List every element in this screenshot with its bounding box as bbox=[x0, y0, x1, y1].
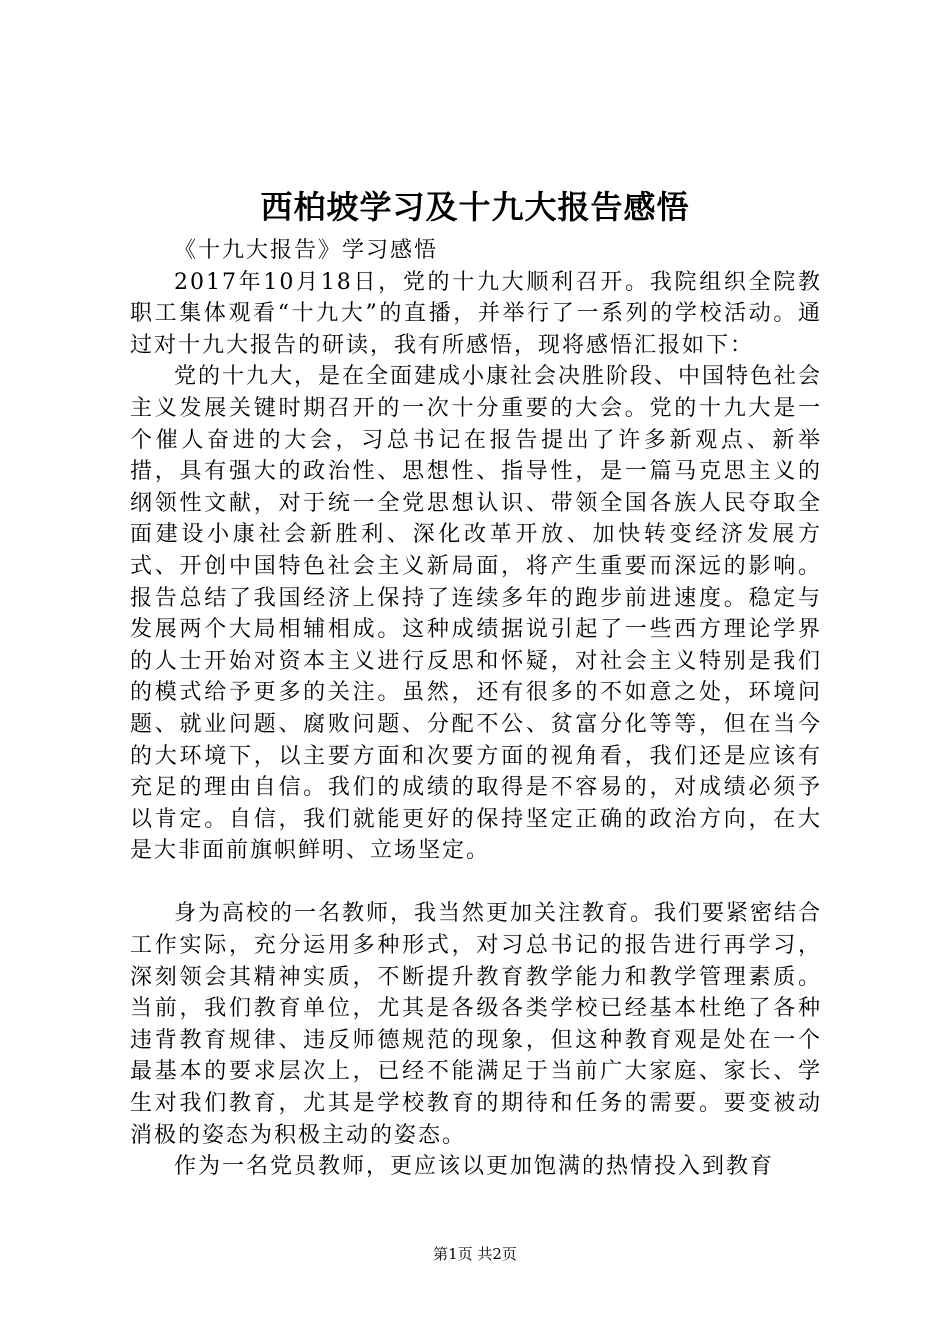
body-paragraph: 2017年10月18日，党的十九大顺利召开。我院组织全院教职工集体观看“十九大”的直播，并举行了一系列的学校活动。通过对十九大报告的研读，我有所感悟，现将感悟汇报如下： bbox=[130, 269, 822, 358]
body-paragraph: 党的十九大，是在全面建成小康社会决胜阶段、中国特色社会主义发展关键时期召开的一次十分重要的大会。党的十九大是一个催人奋进的大会，习总书记在报告提出了许多新观点、新举措，具有强大的政治性、思想性、指导性，是一篇马克思主义的纲领性文献，对于统一全党思想认识、带领全国各族人民夺取全面建设小康社会新胜利、深化改革开放、加快转变经济发展方式、开创中国特色社会主义新局面，将产生重要而深远的影响。报告总结了我国经济上保持了连续多年的跑步前进速度。稳定与发展两个大局相辅相成。这种成绩据说引起了一些西方理论学界的人士开始对资本主义进行反思和怀疑，对社会主义特别是我们的模式给予更多的关注。虽然，还有很多的不如意之处，环境问题、就业问题、腐败问题、分配不公、贫富分化等等，但在当今的大环境下，以主要方面和次要方面的视角看，我们还是应该有充足的理由自信。我们的成绩的取得是不容易的，对成绩必须予以肯定。自信，我们就能更好的保持坚定正确的政治方向，在大是大非面前旗帜鲜明、立场坚定。 bbox=[130, 364, 823, 864]
page-footer: 第1页 共2页 bbox=[433, 1245, 517, 1263]
paragraph-spacer bbox=[130, 867, 822, 899]
document-title: 西柏坡学习及十九大报告感悟 bbox=[260, 188, 690, 226]
body-paragraph: 身为高校的一名教师，我当然更加关注教育。我们要紧密结合工作实际，充分运用多种形式，对习总书记的报告进行再学习，深刻领会其精神实质，不断提升教育教学能力和教学管理素质。当前，我们教育单位，尤其是各级各类学校已经基本杜绝了各种违背教育规律、违反师德规范的现象，但这种教育观是处在一个最基本的要求层次上，已经不能满足于当前广大家庭、家长、学生对我们教育，尤其是学校教育的期待和任务的需要。要变被动消极的姿态为积极主动的姿态。 bbox=[130, 901, 823, 1148]
body-paragraph: 作为一名党员教师，更应该以更加饱满的热情投入到教育 bbox=[174, 1154, 775, 1180]
document-body bbox=[130, 235, 822, 1183]
subtitle-paragraph: 《十九大报告》学习感悟 bbox=[174, 238, 439, 263]
